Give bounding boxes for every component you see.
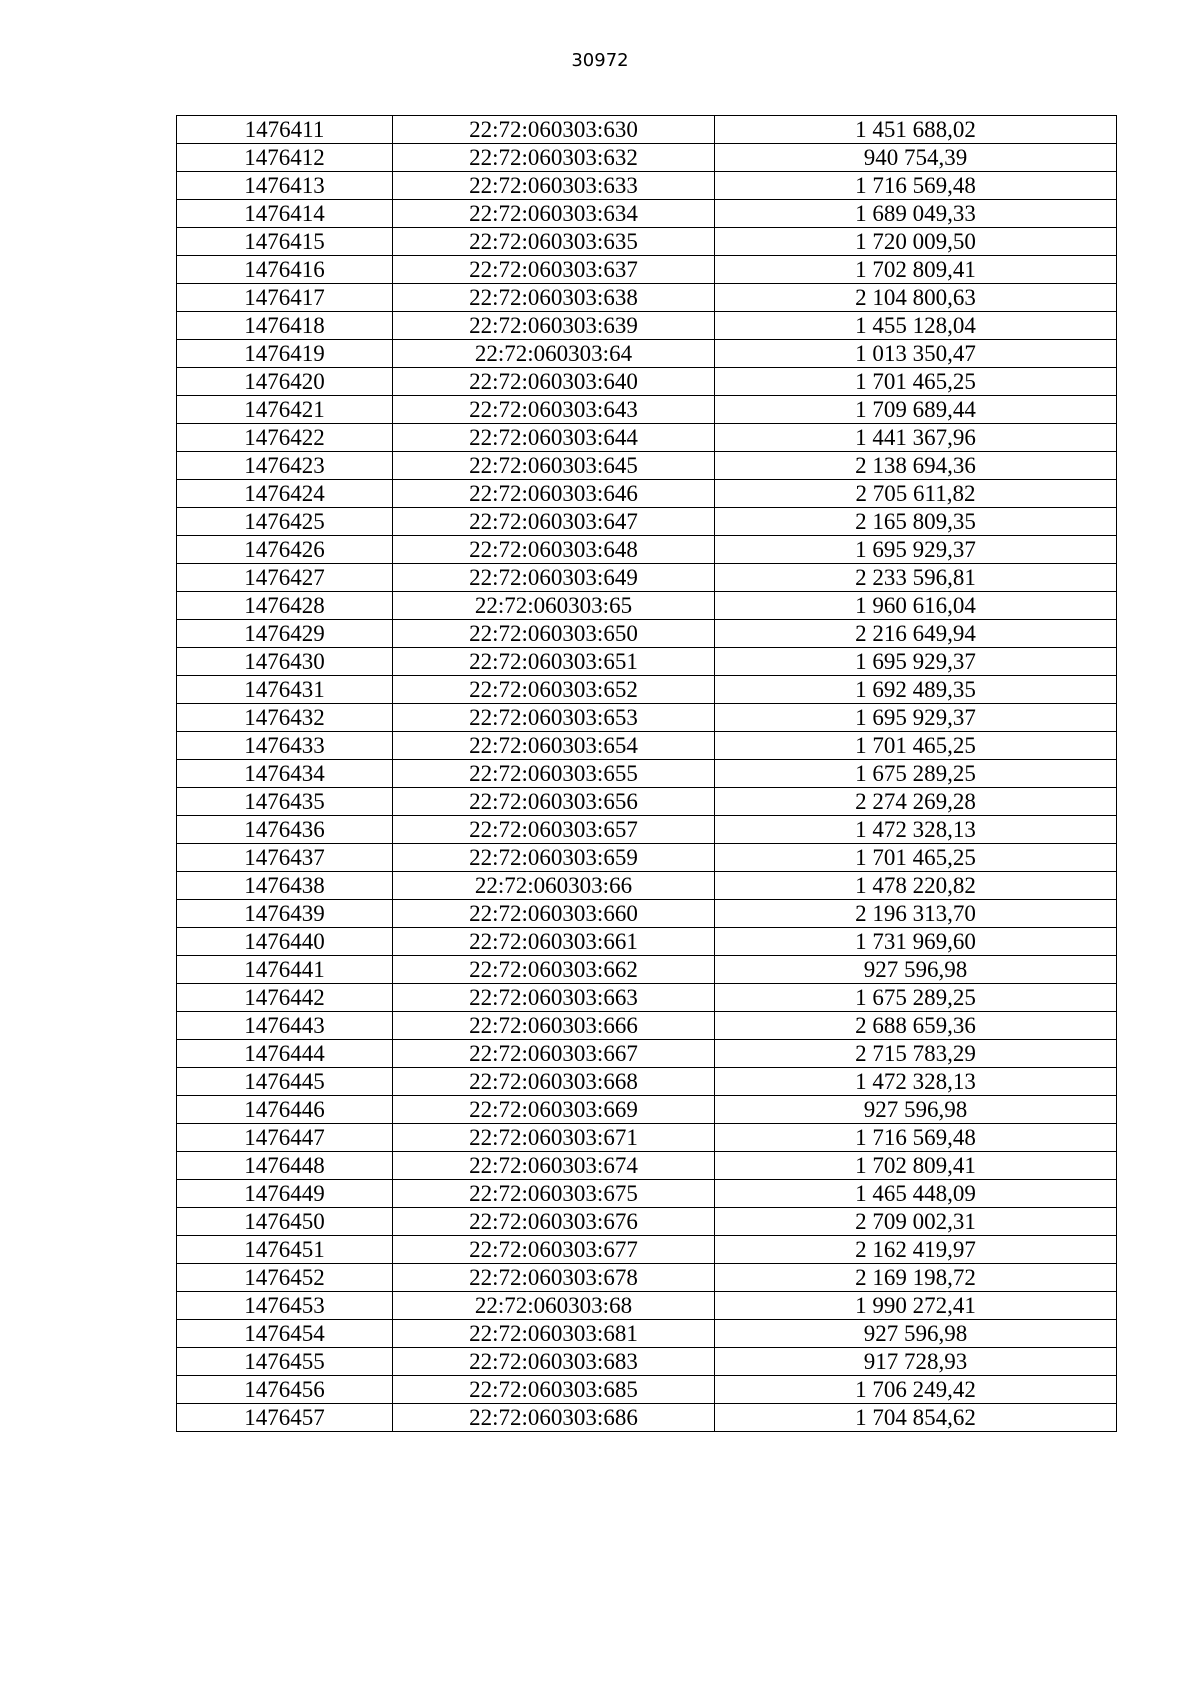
row-number-cell: 1476436 — [177, 816, 393, 844]
table-row — [177, 1124, 1117, 1152]
cadastral-value-cell: 927 596,98 — [715, 1096, 1117, 1124]
cadastral-number-cell: 22:72:060303:677 — [393, 1236, 715, 1264]
row-number-cell: 1476441 — [177, 956, 393, 984]
table-row — [177, 508, 1117, 536]
table-row — [177, 1292, 1117, 1320]
table-row — [177, 116, 1117, 144]
cadastral-value-cell: 1 702 809,41 — [715, 1152, 1117, 1180]
table-row — [177, 620, 1117, 648]
cadastral-value-cell: 1 702 809,41 — [715, 256, 1117, 284]
cadastral-number-cell: 22:72:060303:681 — [393, 1320, 715, 1348]
table-row — [177, 592, 1117, 620]
cadastral-value-cell: 2 709 002,31 — [715, 1208, 1117, 1236]
cadastral-number-cell: 22:72:060303:659 — [393, 844, 715, 872]
table-row — [177, 256, 1117, 284]
cadastral-value-cell: 2 138 694,36 — [715, 452, 1117, 480]
cadastral-number-cell: 22:72:060303:633 — [393, 172, 715, 200]
cadastral-number-cell: 22:72:060303:675 — [393, 1180, 715, 1208]
cadastral-number-cell: 22:72:060303:635 — [393, 228, 715, 256]
table-row — [177, 1320, 1117, 1348]
row-number-cell: 1476457 — [177, 1404, 393, 1432]
table-row — [177, 172, 1117, 200]
table-row — [177, 676, 1117, 704]
table-row — [177, 200, 1117, 228]
row-number-cell: 1476430 — [177, 648, 393, 676]
table-row — [177, 760, 1117, 788]
cadastral-value-cell: 2 233 596,81 — [715, 564, 1117, 592]
row-number-cell: 1476434 — [177, 760, 393, 788]
cadastral-value-cell: 1 692 489,35 — [715, 676, 1117, 704]
cadastral-number-cell: 22:72:060303:653 — [393, 704, 715, 732]
table-row — [177, 536, 1117, 564]
table-row — [177, 1096, 1117, 1124]
row-number-cell: 1476433 — [177, 732, 393, 760]
cadastral-value-cell: 1 478 220,82 — [715, 872, 1117, 900]
cadastral-number-cell: 22:72:060303:683 — [393, 1348, 715, 1376]
cadastral-value-cell: 2 705 611,82 — [715, 480, 1117, 508]
cadastral-number-cell: 22:72:060303:65 — [393, 592, 715, 620]
cadastral-number-cell: 22:72:060303:671 — [393, 1124, 715, 1152]
row-number-cell: 1476437 — [177, 844, 393, 872]
cadastral-value-cell: 927 596,98 — [715, 956, 1117, 984]
table-row — [177, 312, 1117, 340]
cadastral-value-cell: 1 472 328,13 — [715, 816, 1117, 844]
table-row — [177, 788, 1117, 816]
cadastral-number-cell: 22:72:060303:64 — [393, 340, 715, 368]
row-number-cell: 1476411 — [177, 116, 393, 144]
cadastral-value-cell: 1 706 249,42 — [715, 1376, 1117, 1404]
table-row — [177, 452, 1117, 480]
cadastral-value-table — [176, 115, 1117, 1432]
cadastral-number-cell: 22:72:060303:648 — [393, 536, 715, 564]
table-row — [177, 564, 1117, 592]
cadastral-number-cell: 22:72:060303:657 — [393, 816, 715, 844]
cadastral-number-cell: 22:72:060303:634 — [393, 200, 715, 228]
cadastral-value-cell: 1 960 616,04 — [715, 592, 1117, 620]
row-number-cell: 1476442 — [177, 984, 393, 1012]
row-number-cell: 1476448 — [177, 1152, 393, 1180]
row-number-cell: 1476415 — [177, 228, 393, 256]
row-number-cell: 1476454 — [177, 1320, 393, 1348]
table-row — [177, 844, 1117, 872]
row-number-cell: 1476418 — [177, 312, 393, 340]
table-row — [177, 704, 1117, 732]
cadastral-number-cell: 22:72:060303:650 — [393, 620, 715, 648]
cadastral-number-cell: 22:72:060303:638 — [393, 284, 715, 312]
row-number-cell: 1476416 — [177, 256, 393, 284]
cadastral-value-cell: 2 165 809,35 — [715, 508, 1117, 536]
cadastral-value-cell: 1 695 929,37 — [715, 648, 1117, 676]
cadastral-number-cell: 22:72:060303:685 — [393, 1376, 715, 1404]
cadastral-value-cell: 1 465 448,09 — [715, 1180, 1117, 1208]
table-row — [177, 284, 1117, 312]
row-number-cell: 1476432 — [177, 704, 393, 732]
table-row — [177, 228, 1117, 256]
cadastral-value-cell: 1 716 569,48 — [715, 1124, 1117, 1152]
cadastral-value-cell: 1 441 367,96 — [715, 424, 1117, 452]
table-row — [177, 816, 1117, 844]
row-number-cell: 1476426 — [177, 536, 393, 564]
row-number-cell: 1476425 — [177, 508, 393, 536]
row-number-cell: 1476414 — [177, 200, 393, 228]
table-body — [177, 116, 1117, 1432]
table-row — [177, 1348, 1117, 1376]
cadastral-number-cell: 22:72:060303:649 — [393, 564, 715, 592]
cadastral-value-cell: 1 990 272,41 — [715, 1292, 1117, 1320]
cadastral-number-cell: 22:72:060303:661 — [393, 928, 715, 956]
cadastral-value-cell: 1 013 350,47 — [715, 340, 1117, 368]
cadastral-value-cell: 1 720 009,50 — [715, 228, 1117, 256]
row-number-cell: 1476423 — [177, 452, 393, 480]
row-number-cell: 1476431 — [177, 676, 393, 704]
table-row — [177, 928, 1117, 956]
cadastral-number-cell: 22:72:060303:646 — [393, 480, 715, 508]
row-number-cell: 1476450 — [177, 1208, 393, 1236]
cadastral-number-cell: 22:72:060303:644 — [393, 424, 715, 452]
cadastral-number-cell: 22:72:060303:652 — [393, 676, 715, 704]
table-row — [177, 1404, 1117, 1432]
cadastral-value-cell: 1 675 289,25 — [715, 984, 1117, 1012]
cadastral-value-cell: 1 716 569,48 — [715, 172, 1117, 200]
cadastral-value-cell: 1 472 328,13 — [715, 1068, 1117, 1096]
cadastral-value-cell: 1 731 969,60 — [715, 928, 1117, 956]
table-row — [177, 424, 1117, 452]
cadastral-number-cell: 22:72:060303:66 — [393, 872, 715, 900]
cadastral-value-cell: 2 274 269,28 — [715, 788, 1117, 816]
table-row — [177, 956, 1117, 984]
row-number-cell: 1476424 — [177, 480, 393, 508]
row-number-cell: 1476447 — [177, 1124, 393, 1152]
cadastral-number-cell: 22:72:060303:663 — [393, 984, 715, 1012]
row-number-cell: 1476435 — [177, 788, 393, 816]
row-number-cell: 1476453 — [177, 1292, 393, 1320]
row-number-cell: 1476417 — [177, 284, 393, 312]
cadastral-value-cell: 2 715 783,29 — [715, 1040, 1117, 1068]
cadastral-number-cell: 22:72:060303:654 — [393, 732, 715, 760]
row-number-cell: 1476449 — [177, 1180, 393, 1208]
cadastral-number-cell: 22:72:060303:662 — [393, 956, 715, 984]
cadastral-value-cell: 2 216 649,94 — [715, 620, 1117, 648]
row-number-cell: 1476413 — [177, 172, 393, 200]
page-number: 30972 — [571, 50, 629, 71]
cadastral-number-cell: 22:72:060303:678 — [393, 1264, 715, 1292]
cadastral-number-cell: 22:72:060303:639 — [393, 312, 715, 340]
cadastral-number-cell: 22:72:060303:676 — [393, 1208, 715, 1236]
table-row — [177, 1208, 1117, 1236]
cadastral-number-cell: 22:72:060303:647 — [393, 508, 715, 536]
row-number-cell: 1476439 — [177, 900, 393, 928]
row-number-cell: 1476455 — [177, 1348, 393, 1376]
row-number-cell: 1476452 — [177, 1264, 393, 1292]
cadastral-value-cell: 1 689 049,33 — [715, 200, 1117, 228]
cadastral-value-cell: 917 728,93 — [715, 1348, 1117, 1376]
row-number-cell: 1476428 — [177, 592, 393, 620]
row-number-cell: 1476443 — [177, 1012, 393, 1040]
cadastral-number-cell: 22:72:060303:630 — [393, 116, 715, 144]
table-row — [177, 984, 1117, 1012]
cadastral-value-cell: 2 169 198,72 — [715, 1264, 1117, 1292]
cadastral-number-cell: 22:72:060303:686 — [393, 1404, 715, 1432]
row-number-cell: 1476445 — [177, 1068, 393, 1096]
table-row — [177, 340, 1117, 368]
table-row — [177, 1152, 1117, 1180]
cadastral-number-cell: 22:72:060303:667 — [393, 1040, 715, 1068]
cadastral-value-cell: 1 701 465,25 — [715, 368, 1117, 396]
cadastral-value-cell: 1 709 689,44 — [715, 396, 1117, 424]
cadastral-number-cell: 22:72:060303:640 — [393, 368, 715, 396]
cadastral-number-cell: 22:72:060303:660 — [393, 900, 715, 928]
row-number-cell: 1476451 — [177, 1236, 393, 1264]
table-row — [177, 900, 1117, 928]
cadastral-value-cell: 2 162 419,97 — [715, 1236, 1117, 1264]
table-row — [177, 1376, 1117, 1404]
row-number-cell: 1476456 — [177, 1376, 393, 1404]
row-number-cell: 1476422 — [177, 424, 393, 452]
row-number-cell: 1476421 — [177, 396, 393, 424]
table-row — [177, 1264, 1117, 1292]
table-row — [177, 732, 1117, 760]
cadastral-number-cell: 22:72:060303:651 — [393, 648, 715, 676]
row-number-cell: 1476438 — [177, 872, 393, 900]
cadastral-value-cell: 1 675 289,25 — [715, 760, 1117, 788]
cadastral-value-cell: 2 104 800,63 — [715, 284, 1117, 312]
table-row — [177, 1068, 1117, 1096]
cadastral-number-cell: 22:72:060303:637 — [393, 256, 715, 284]
cadastral-value-cell: 1 451 688,02 — [715, 116, 1117, 144]
table-row — [177, 1040, 1117, 1068]
cadastral-number-cell: 22:72:060303:656 — [393, 788, 715, 816]
cadastral-value-cell: 940 754,39 — [715, 144, 1117, 172]
table-row — [177, 872, 1117, 900]
table-row — [177, 396, 1117, 424]
cadastral-number-cell: 22:72:060303:674 — [393, 1152, 715, 1180]
cadastral-value-cell: 1 695 929,37 — [715, 704, 1117, 732]
row-number-cell: 1476440 — [177, 928, 393, 956]
row-number-cell: 1476412 — [177, 144, 393, 172]
table-row — [177, 368, 1117, 396]
cadastral-value-cell: 1 455 128,04 — [715, 312, 1117, 340]
row-number-cell: 1476446 — [177, 1096, 393, 1124]
row-number-cell: 1476427 — [177, 564, 393, 592]
cadastral-value-cell: 2 688 659,36 — [715, 1012, 1117, 1040]
cadastral-value-cell: 1 704 854,62 — [715, 1404, 1117, 1432]
cadastral-number-cell: 22:72:060303:666 — [393, 1012, 715, 1040]
row-number-cell: 1476420 — [177, 368, 393, 396]
table-row — [177, 1236, 1117, 1264]
cadastral-value-cell: 927 596,98 — [715, 1320, 1117, 1348]
cadastral-number-cell: 22:72:060303:68 — [393, 1292, 715, 1320]
table-row — [177, 1180, 1117, 1208]
table-row — [177, 144, 1117, 172]
cadastral-number-cell: 22:72:060303:668 — [393, 1068, 715, 1096]
table-row — [177, 648, 1117, 676]
row-number-cell: 1476419 — [177, 340, 393, 368]
cadastral-number-cell: 22:72:060303:643 — [393, 396, 715, 424]
table-row — [177, 1012, 1117, 1040]
table-row — [177, 480, 1117, 508]
cadastral-value-cell: 1 701 465,25 — [715, 844, 1117, 872]
cadastral-number-cell: 22:72:060303:645 — [393, 452, 715, 480]
row-number-cell: 1476429 — [177, 620, 393, 648]
cadastral-value-cell: 2 196 313,70 — [715, 900, 1117, 928]
row-number-cell: 1476444 — [177, 1040, 393, 1068]
cadastral-number-cell: 22:72:060303:632 — [393, 144, 715, 172]
cadastral-value-cell: 1 701 465,25 — [715, 732, 1117, 760]
cadastral-value-cell: 1 695 929,37 — [715, 536, 1117, 564]
cadastral-number-cell: 22:72:060303:669 — [393, 1096, 715, 1124]
cadastral-number-cell: 22:72:060303:655 — [393, 760, 715, 788]
